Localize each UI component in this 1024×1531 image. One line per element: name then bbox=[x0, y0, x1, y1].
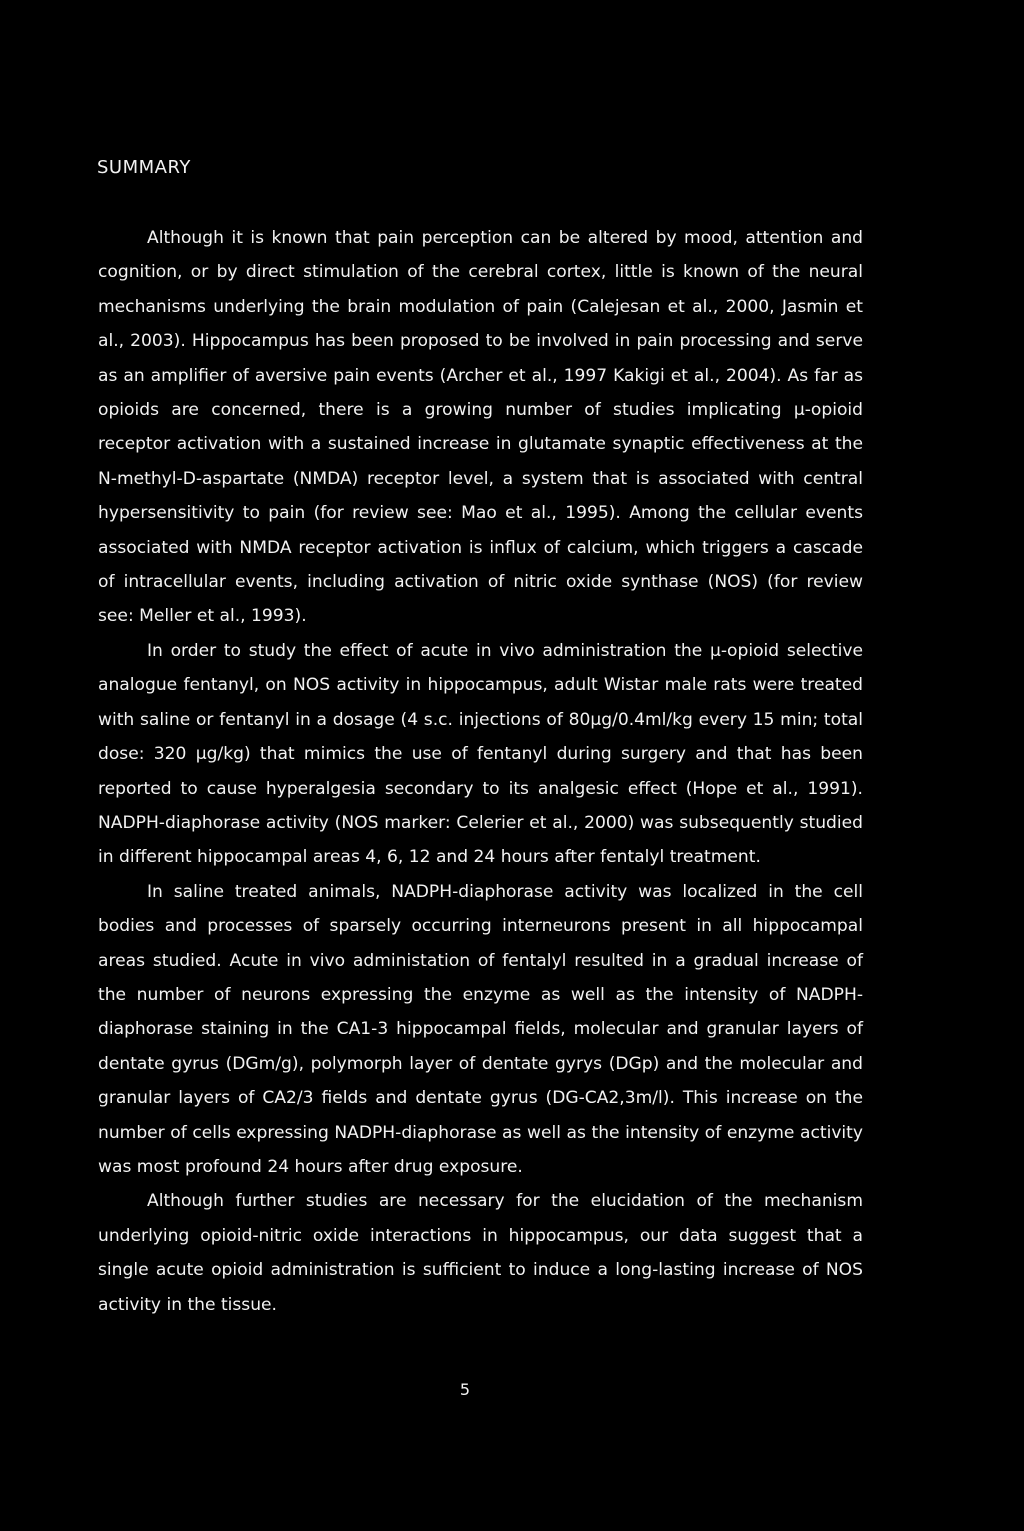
summary-body bbox=[98, 221, 863, 1322]
paragraph-methods: In order to study the effect of acute in vivo administration the μ-opioid selective analogue fentanyl, on NOS activity in hippocampus, adult Wistar male rats were treated with saline or fentanyl in a dosage (4 s.c. injections of 80μg/0.4ml/kg every 15 min; total dose: 320 μg/kg) that mimics the use of fentanyl during surgery and that has been reported to cause hyperalgesia secondary to its analgesic effect (Hope et al., 1991). NADPH-diaphorase activity (NOS marker: Celerier et al., 2000) was subsequently studied in different hippocampal areas 4, 6, 12 and 24 hours after fentalyl treatment. bbox=[98, 640, 863, 868]
paragraph-background: Although it is known that pain perception can be altered by mood, attention and cognition, or by direct stimulation of the cerebral cortex, little is known of the neural mechanisms underlying the brain modulation of pain (Calejesan et al., 2000, Jasmin et al., 2003). Hippocampus has been proposed to be involved in pain processing and serve as an amplifier of aversive pain events (Archer et al., 1997 Kakigi et al., 2004). As far as opioids are concerned, there is a growing number of studies implicating μ-opioid receptor activation with a sustained increase in glutamate synaptic effectiveness at the N-methyl-D-aspartate (NMDA) receptor level, a system that is associated with central hypersensitivity to pain (for review see: Mao et al., 1995). Among the cellular events associated with NMDA receptor activation is influx of calcium, which triggers a cascade of intracellular events, including activation of nitric oxide synthase (NOS) (for review see: Meller et al., 1993). bbox=[98, 228, 863, 627]
paragraph-results: In saline treated animals, NADPH-diaphorase activity was localized in the cell bodies and processes of sparsely occurring interneurons present in all hippocampal areas studied. Acute in vivo administation of fentalyl resulted in a gradual increase of the number of neurons expressing the enzyme as well as the intensity of NADPH-diaphorase staining in the CA1-3 hippocampal fields, molecular and granular layers of dentate gyrus (DGm/g), polymorph layer of dentate gyrys (DGp) and the molecular and granular layers of CA2/3 fields and dentate gyrus (DG-CA2,3m/l). This increase on the number of cells expressing NADPH-diaphorase as well as the intensity of enzyme activity was most profound 24 hours after drug exposure. bbox=[98, 881, 863, 1177]
section-heading: SUMMARY bbox=[97, 157, 191, 178]
page-number: 5 bbox=[459, 1380, 471, 1399]
paragraph-conclusion: Although further studies are necessary for the elucidation of the mechanism underlying opioid-nitric oxide interactions in hippocampus, our data suggest that a single acute opioid administration is sufficient to induce a long-lasting increase of NOS activity in the tissue. bbox=[98, 1191, 863, 1315]
